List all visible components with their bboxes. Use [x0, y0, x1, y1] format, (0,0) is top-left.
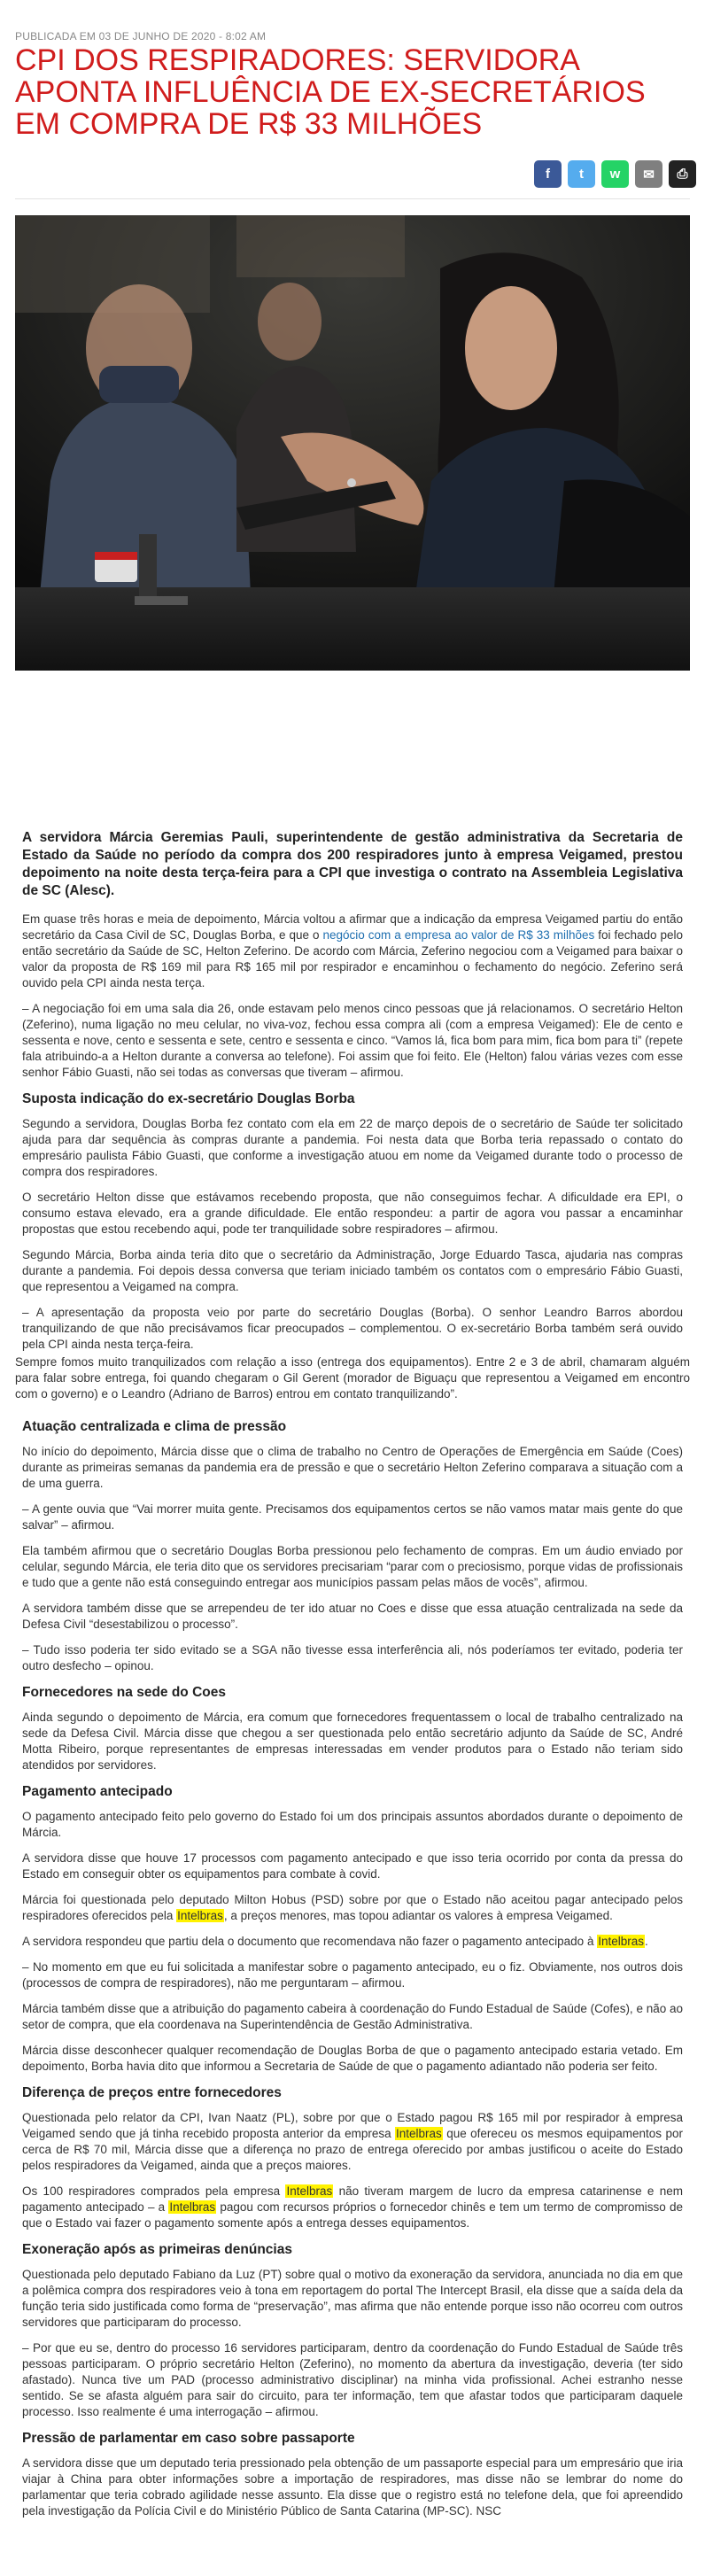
whatsapp-icon: w — [609, 167, 621, 182]
paragraph: Ela também afirmou que o secretário Douglas Borba pressionou pelo fechamento de compras. Em um áudio enviado por celular, segundo Márcia, ele teria dito que os servidores precisariam “parar com o preciosismo, porque vidas de profissionais e tudo que a gente não está conseguindo entregar aos municípios passam pelas mãos de vocês”, afirmou. — [22, 1544, 683, 1589]
highlighted-keyword: Intelbras — [286, 2184, 333, 2198]
highlighted-keyword: Intelbras — [169, 2200, 216, 2214]
paragraph: – No momento em que eu fui solicitada a manifestar sobre o pagamento antecipado, eu o fiz. Obviamente, nos outros dois (processos de compra de respiradores), não me perguntaram – afirmou. — [22, 1960, 683, 1990]
paragraph: Sempre fomos muito tranquilizados com relação a isso (entrega dos equipamentos). Entre 2 e 3 de abril, chamaram alguém para falar sobre entrega, foi quando chegaram o Gil Gerent (morador de Biguaçu que representou a Veigamed em encontro com o governo) e o Leandro (Adriano de Barros) entrou em contato tranquilizando”. — [15, 1355, 690, 1401]
whatsapp-share-button[interactable] — [601, 160, 629, 188]
paragraph: No início do depoimento, Márcia disse que o clima de trabalho no Centro de Operações de Emergência em Saúde (Coes) durante as primeiras semanas da pandemia era de pressão e que o secretário Helton Zeferino comparava a situação com a de uma guerra. — [22, 1445, 683, 1490]
twitter-share-button[interactable] — [568, 160, 595, 188]
facebook-icon: f — [546, 167, 550, 182]
paragraph: Questionada pelo relator da CPI, Ivan Naatz (PL), sobre por que o Estado pagou R$ 165 mil por respirador à empresa Veigamed sendo que já tinha recebido proposta anterior da empresa Intelbras que ofereceu os mesmos equipamentos por cerca de R$ 70 mil, Márcia disse que a diferença no prazo de entrega oferecido por ambas justificou o aceite do Estado pelos respiradores da Veigamed, ainda que a preços maiores. — [22, 2111, 683, 2172]
paragraph: A servidora disse que um deputado teria pressionado pela obtenção de um passaporte especial para um empresário que iria viajar à China para obter informações sobre a importação de respiradores, mas disse não se lembrar do nome do parlamentar que teria cobrado agilidade nesse assunto. Ela disse que o registro está no telefone dela, que foi apreendido pela investigação da Polícia Civil e do Ministério Público de Santa Catarina (MP-SC). NSC — [22, 2456, 683, 2518]
share-bar — [534, 160, 696, 188]
email-icon: ✉ — [643, 167, 655, 182]
contract-value-link[interactable]: negócio com a empresa ao valor de R$ 33 milhões — [322, 928, 595, 942]
paragraph: – A gente ouvia que “Vai morrer muita gente. Precisamos dos equipamentos certos se não vamos matar mais gente do que salvar” – afirmou. — [22, 1502, 683, 1532]
print-icon: ⎙ — [677, 167, 688, 182]
publish-date: PUBLICADA EM 03 DE JUNHO DE 2020 - 8:02 AM — [15, 30, 267, 43]
paragraph: Márcia também disse que a atribuição do pagamento cabeira à coordenação do Fundo Estadual de Saúde (Cofes), e não ao setor de compra, que ela coordenava na Superintendência de Gestão Administrativa. — [22, 2002, 683, 2031]
paragraph: A servidora também disse que se arrependeu de ter ido atuar no Coes e disse que essa atuação centralizada na sede da Defesa Civil “desestabilizou o processo”. — [22, 1602, 683, 1631]
section-heading: Suposta indicação do ex-secretário Douglas Borba — [22, 1091, 355, 1106]
paragraph: Segundo Márcia, Borba ainda teria dito que o secretário da Administração, Jorge Eduardo Tasca, ajudaria nas compras durante a pandemia. Foi depois dessa conversa que teriam iniciado também os contatos com o empresário Fábio Guasti, que representou a Veigamed na compra. — [22, 1248, 683, 1293]
paragraph: – A apresentação da proposta veio por parte do secretário Douglas (Borba). O senhor Leandro Barros abordou tranquilizando de que não precisávamos ficar preocupados – complementou. O ex-secretário Borba também será ouvido pela CPI ainda nesta terça-feira. — [22, 1306, 683, 1351]
twitter-icon: t — [579, 167, 584, 182]
email-share-button[interactable] — [635, 160, 662, 188]
paragraph: Os 100 respiradores comprados pela empresa Intelbras não tiveram margem de lucro da empresa catarinense e nem pagamento antecipado – a Intelbras pagou com recursos próprios o fornecedor chinês e tem um termo de compromisso de que o Estado vai fazer o pagamento somente após a entrega desses equipamentos. — [22, 2184, 683, 2230]
paragraph: A servidora respondeu que partiu dela o documento que recomendava não fazer o pagamento antecipado à Intelbras. — [22, 1935, 648, 1948]
paragraph: Segundo a servidora, Douglas Borba fez contato com ela em 22 de março depois de o secretário de Saúde ter solicitado ajuda para dar sequência às compras durante a pandemia. Foi nesta data que Borba teria repassado o contato do empresário paulista Fábio Guasti, que conforme a investigação atuou em nome da Veigamed durante todo o processo de compra dos respiradores. — [22, 1117, 683, 1178]
section-heading: Pagamento antecipado — [22, 1784, 173, 1799]
paragraph: Ainda segundo o depoimento de Márcia, era comum que fornecedores frequentassem o local de trabalho centralizado na sede da Defesa Civil. Márcia disse que chegou a ser questionada pelo então secretário adjunto da Saúde de SC, André Motta Ribeiro, porque representantes de empresas interessadas em vender produtos para o Estado não teriam sido atendidos por servidores. — [22, 1711, 683, 1772]
article-lead: A servidora Márcia Geremias Pauli, superintendente de gestão administrativa da Secretaria de Estado da Saúde no período da compra dos 200 respiradores junto à empresa Veigamed, prestou depoimento na noite desta terça-feira para a CPI que investiga o contrato na Assembleia Legislativa de SC (Alesc). — [22, 830, 683, 898]
paragraph: – Por que eu se, dentro do processo 16 servidores participaram, dentro da coordenação do Fundo Estadual de Saúde três pessoas participaram. O próprio secretário Helton (Zeferino), no momento da abertura da investigação, deveria (ter sido afastado). Nunca tive um PAD (processo administrativo disciplinar) na minha vida profissional. Achei estranho nesse sentido. Se se afasta alguém para sair do circuito, para ter informação, tem que afastar todos que participaram daquele processo. Isso realmente é uma interrogação – afirmou. — [22, 2341, 683, 2418]
facebook-share-button[interactable] — [534, 160, 562, 188]
paragraph: – Tudo isso poderia ter sido evitado se a SGA não tivesse essa interferência ali, nós poderíamos ter evitado, poderia ter outro desfecho – opinou. — [22, 1643, 683, 1672]
paragraph: Questionada pelo deputado Fabiano da Luz (PT) sobre qual o motivo da exoneração da servidora, anunciada no dia em que a polêmica compra dos respiradores veio à tona em reportagem do portal The Intercept Brasil, ela disse que a saída dela da função teria sido justificada como forma de “preservação”, mas afirma que não entende porque isso não ocorreu com outros servidores que participaram do processo. — [22, 2268, 683, 2329]
section-heading: Exoneração após as primeiras denúncias — [22, 2242, 292, 2257]
hero-photo — [15, 215, 690, 671]
article-title: CPI DOS RESPIRADORES: SERVIDORA APONTA INFLUÊNCIA DE EX-SECRETÁRIOS EM COMPRA DE R$ 33 MILHÕES — [15, 43, 646, 141]
article-body — [15, 829, 690, 2529]
header-divider — [15, 198, 690, 199]
hearing-photo-icon — [15, 215, 690, 671]
highlighted-keyword: Intelbras — [598, 1935, 644, 1948]
paragraph: O pagamento antecipado feito pelo governo do Estado foi um dos principais assuntos abordados durante o depoimento de Márcia. — [22, 1810, 683, 1839]
paragraph: A servidora disse que houve 17 processos com pagamento antecipado e que isso teria ocorrido por conta da pressa do Estado em conseguir obter os equipamentos para combate à covid. — [22, 1851, 683, 1881]
paragraph: O secretário Helton disse que estávamos recebendo proposta, que não conseguimos fechar. A dificuldade era EPI, o consumo estava elevado, era a grande dificuldade. Ele então respondeu: a partir de agora vou passar a encaminhar propostas que estou recebendo aqui, pode ter tranquilidade sobre respiradores – afirmou. — [22, 1191, 683, 1236]
paragraph: Márcia foi questionada pelo deputado Milton Hobus (PSD) sobre por que o Estado não aceitou pagar antecipado pelos respiradores oferecidos pela Intelbras, a preços menores, mas topou adiantar os valores à empresa Veigamed. — [22, 1893, 683, 1922]
section-heading: Pressão de parlamentar em caso sobre passaporte — [22, 2431, 355, 2446]
print-button[interactable] — [669, 160, 696, 188]
highlighted-keyword: Intelbras — [396, 2127, 442, 2140]
section-heading: Fornecedores na sede do Coes — [22, 1685, 226, 1700]
paragraph: Em quase três horas e meia de depoimento, Márcia voltou a afirmar que a indicação da empresa Veigamed partiu do então secretário da Casa Civil de SC, Douglas Borba, e que o negócio com a empresa ao valor de R$ 33 milhões foi fechado pelo então secretário da Saúde de SC, Helton Zeferino. De acordo com Márcia, Zeferino negociou com a Veigamed para baixar o valor da proposta de R$ 169 mil para R$ 165 mil por respirador e encaminhou o fechamento do negócio. Zeferino será ouvido pela CPI ainda nesta terça. — [22, 912, 683, 989]
paragraph: – A negociação foi em uma sala dia 26, onde estavam pelo menos cinco pessoas que já relacionamos. O secretário Helton (Zeferino), numa ligação no meu celular, no viva-voz, fechou essa compra ali (com a empresa Veigamed): Ele de cento e sessenta e nove, cento e sessenta e sete, centro e sessenta e cinco. “Vamos lá, fica bom para mim, fica bom para ti” (repete fala atribuindo-a a Helton durante a conversa ao telefone). Foi assim que foi feito. Ele (Helton) falou várias vezes com esse senhor Fábio Guasti, não sei todas as conversas que tiveram – afirmou. — [22, 1002, 683, 1079]
section-heading: Diferença de preços entre fornecedores — [22, 2085, 282, 2100]
section-heading: Atuação centralizada e clima de pressão — [22, 1419, 287, 1434]
paragraph: Márcia disse desconhecer qualquer recomendação de Douglas Borba de que o pagamento antecipado estaria vetado. Em depoimento, Borba havia dito que informou a Secretaria de Saúde de que o pagamento adiantado não poderia ser feito. — [22, 2044, 683, 2073]
highlighted-keyword: Intelbras — [177, 1909, 223, 1922]
